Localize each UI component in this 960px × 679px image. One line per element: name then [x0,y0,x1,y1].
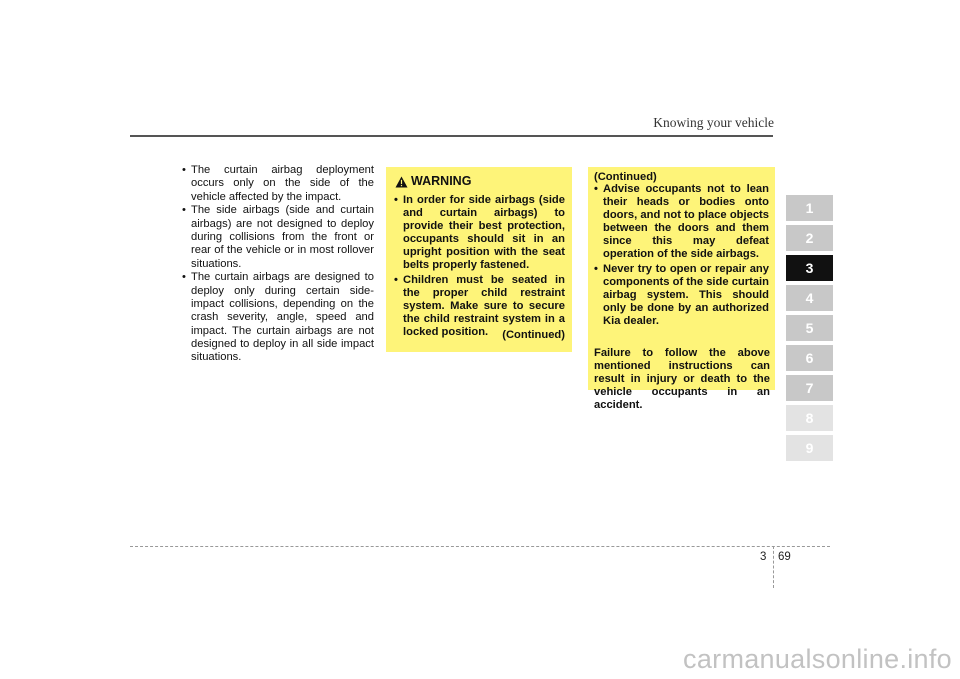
continued-label: (Continued) [502,329,565,341]
footer-vertical-divider [773,546,774,588]
chapter-tab-4[interactable]: 4 [786,285,833,311]
header-divider [130,135,773,137]
warning-bullet: • In order for side airbags (side and curtain airbags) to provide their best protection, occupants should sit in an upright position with the seat belts properly fastened. [394,194,565,273]
warning-triangle-icon [395,176,408,188]
warning-bullet: • Children must be seated in the proper child restraint system. Make sure to secure the child restraint system in a locked position. [394,274,565,339]
footer-page-number: 69 [778,551,791,563]
footer-chapter-number: 3 [760,551,767,563]
chapter-tab-5[interactable]: 5 [786,315,833,341]
warning-footer-text: Failure to follow the above mentioned instructions can result in injury or death to the vehicle occupants in an accident. [594,347,770,412]
warning-box [386,167,572,352]
warning-heading-label: WARNING [411,174,472,188]
chapter-tab-3[interactable]: 3 [786,255,833,281]
warning-bullet: • Never try to open or repair any components of the side curtain airbag system. This should only be done by an authorized Kia dealer. [594,263,769,328]
chapter-tabs [786,195,833,465]
footer-divider [130,546,830,547]
page-header-title: Knowing your vehicle [653,115,774,130]
continued-warning-box [588,167,775,412]
warning-bullet: • Advise occupants not to lean their heads or bodies onto doors, and not to place objects between the doors and them since this may defeat operation of the side airbags. [594,183,769,262]
chapter-tab-6[interactable]: 6 [786,345,833,371]
chapter-tab-1[interactable]: 1 [786,195,833,221]
left-column-text [182,164,374,365]
chapter-tab-9[interactable]: 9 [786,435,833,461]
watermark-text: carmanualsonline.info [683,644,952,674]
body-bullet: • The curtain airbag deployment occurs only on the side of the vehicle affected by the impact. [182,164,374,204]
chapter-tab-7[interactable]: 7 [786,375,833,401]
body-bullet: • The side airbags (side and curtain airbags) are not designed to deploy during collisions from the front or rear of the vehicle or in most rollover situations. [182,204,374,270]
body-bullet: • The curtain airbags are designed to deploy only during certain side-impact collisions, depending on the crash severity, angle, speed and impact. The curtain airbags are not designed to deploy in all side impact situations. [182,271,374,364]
warning-heading [395,175,471,188]
chapter-tab-2[interactable]: 2 [786,225,833,251]
continued-heading: (Continued) [594,171,657,183]
chapter-tab-8[interactable]: 8 [786,405,833,431]
